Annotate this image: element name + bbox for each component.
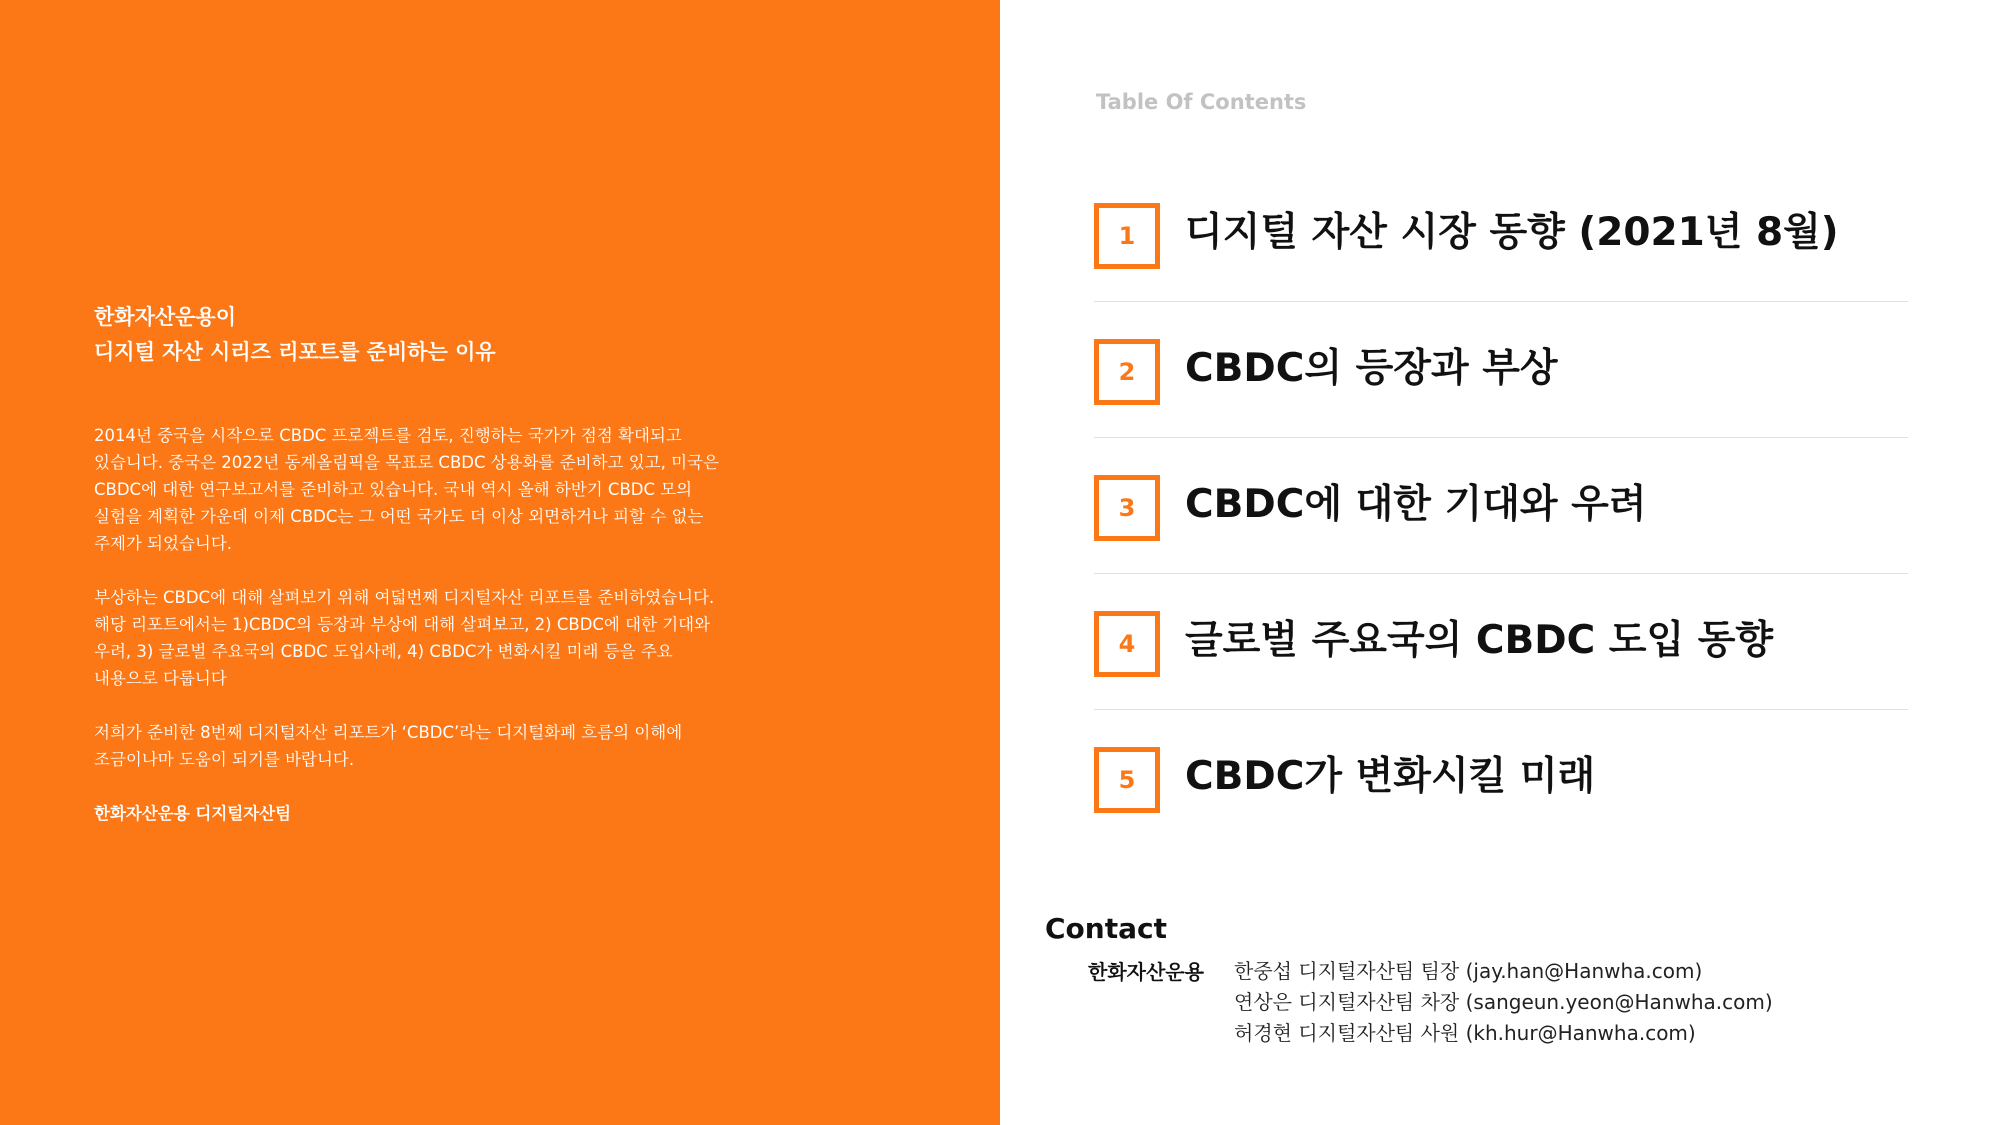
toc-item-title: CBDC의 등장과 부상 xyxy=(1185,346,1558,391)
toc-number-badge: 3 xyxy=(1094,475,1160,541)
intro-paragraph-1: 2014년 중국을 시작으로 CBDC 프로젝트를 검토, 진행하는 국가가 점점 확대되고 있습니다. 중국은 2022년 동계올림픽을 목표로 CBDC 상용화를 준비하고 있고, 미국은 CBDC에 대한 연구보고서를 준비하고 있습니다. 국내 역시 올해 하반기 CBDC 모의 실험을 계획한 가운데 이제 CBDC는 그 어떤 국가도 더 이상 외면하거나 피할 수 없는 주제가 되었습니다. xyxy=(94,426,719,553)
toc-number-badge: 4 xyxy=(1094,611,1160,677)
intro-heading-line1: 한화자산운용이 xyxy=(94,305,237,329)
contact-person: 허경현 디지털자산팀 사원 (kh.hur@Hanwha.com) xyxy=(1234,1021,1696,1045)
toc-item-3[interactable] xyxy=(1094,469,1908,605)
toc-number-badge: 1 xyxy=(1094,203,1160,269)
toc-item-title: CBDC에 대한 기대와 우려 xyxy=(1185,482,1647,527)
intro-paragraph-3: 저희가 준비한 8번째 디지털자산 리포트가 ‘CBDC’라는 디지털화폐 흐름의 이해에 조금이나마 도움이 되기를 바랍니다. xyxy=(94,723,683,769)
intro-paragraph-2: 부상하는 CBDC에 대해 살펴보기 위해 여덟번째 디지털자산 리포트를 준비하였습니다. 해당 리포트에서는 1)CBDC의 등장과 부상에 대해 살펴보고, 2) CBDC에 대한 기대와 우려, 3) 글로벌 주요국의 CBDC 도입사례, 4) CBDC가 변화시킬 미래 등을 주요 내용으로 다룹니다 xyxy=(94,588,715,688)
toc-item-2[interactable] xyxy=(1094,333,1908,469)
contact-person: 한중섭 디지털자산팀 팀장 (jay.han@Hanwha.com) xyxy=(1234,959,1703,983)
contact-org: 한화자산운용 xyxy=(1088,960,1204,984)
toc-item-1[interactable] xyxy=(1094,197,1908,333)
toc-item-title: 디지털 자산 시장 동향 (2021년 8월) xyxy=(1185,210,1839,255)
toc-number-badge: 5 xyxy=(1094,747,1160,813)
contact-person: 연상은 디지털자산팀 차장 (sangeun.yeon@Hanwha.com) xyxy=(1234,990,1773,1014)
intro-body xyxy=(94,422,794,854)
intro-signature: 한화자산운용 디지털자산팀 xyxy=(94,804,292,823)
intro-heading-line2: 디지털 자산 시리즈 리포트를 준비하는 이유 xyxy=(94,340,496,364)
toc-number-badge: 2 xyxy=(1094,339,1160,405)
toc-label: Table Of Contents xyxy=(1096,90,1307,114)
toc-item-title: 글로벌 주요국의 CBDC 도입 동향 xyxy=(1185,618,1774,663)
toc-item-4[interactable] xyxy=(1094,605,1908,741)
contact-list xyxy=(1234,956,1773,1049)
toc-item-5[interactable] xyxy=(1094,741,1908,877)
toc-item-title: CBDC가 변화시킬 미래 xyxy=(1185,754,1596,799)
contact-title: Contact xyxy=(1045,912,1167,945)
table-of-contents xyxy=(1094,197,1908,877)
intro-heading xyxy=(94,300,496,370)
